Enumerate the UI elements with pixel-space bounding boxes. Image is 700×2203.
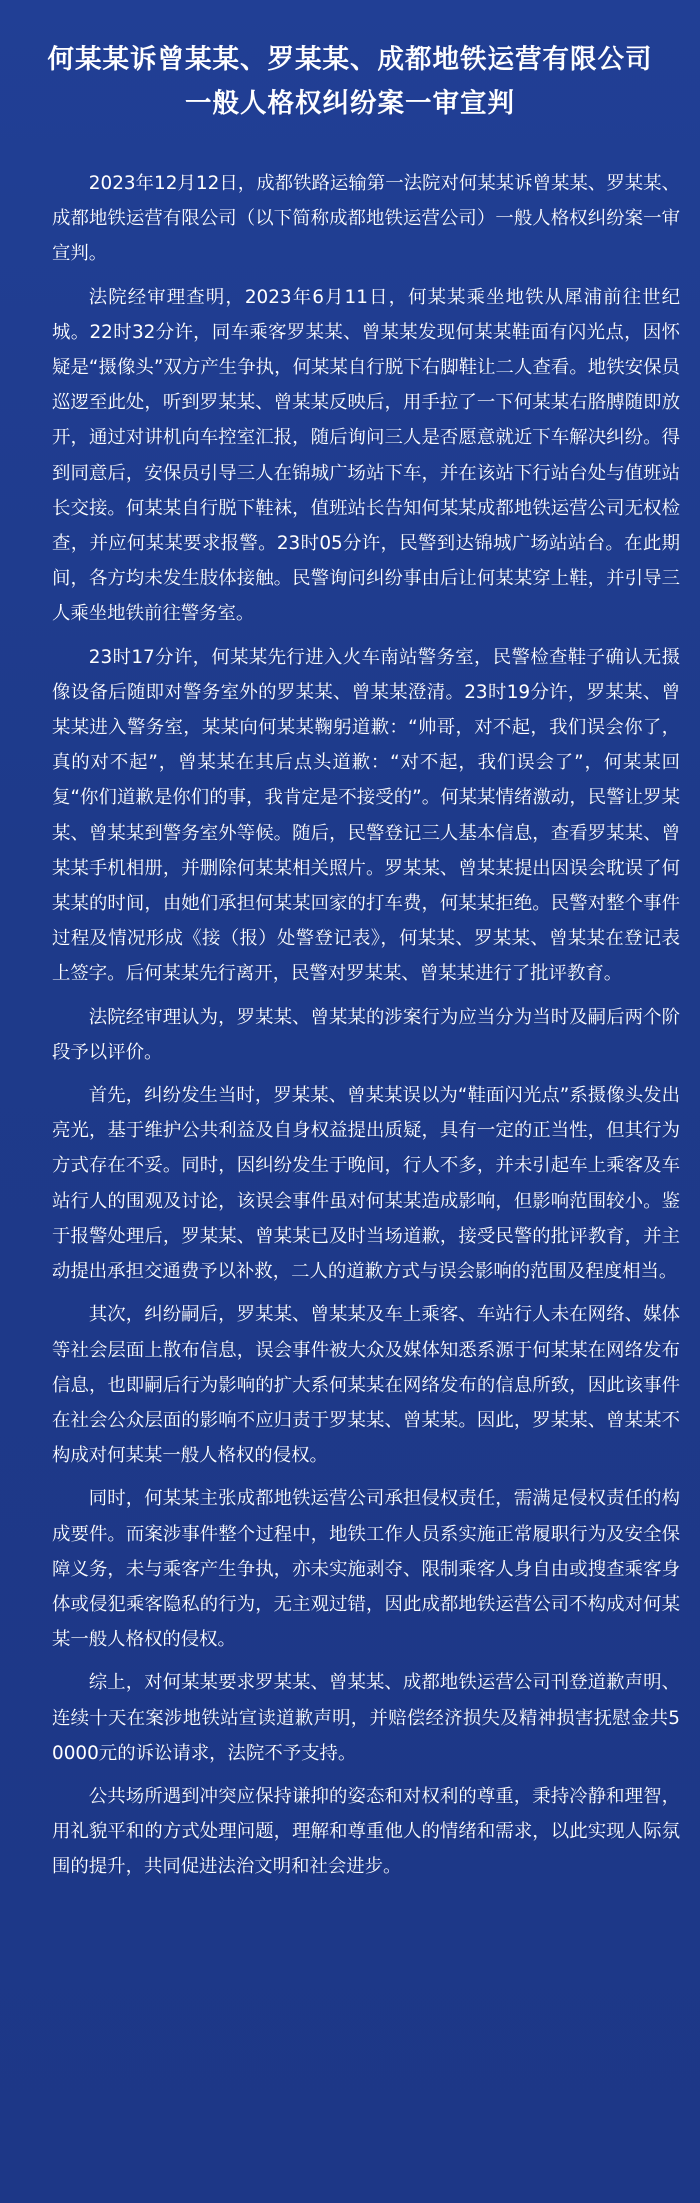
paragraph-facts-police-station: 23时17分许，何某某先行进入火车南站警务室，民警检查鞋子确认无摄像设备后随即对警务室外的罗某某、曾某某澄清。23时19分许，罗某某、曾某某进入警务室，某某向何某某鞠躬道歉：“帅哥，对不起，我们误会你了，真的对不起”，曾某某在其后点头道歉：“对不起，我们误会了”，何某某回复“你们道歉是你们的事，我肯定是不接受的”。何某某情绪激动，民警让罗某某、曾某某到警务室外等候。随后，民警登记三人基本信息，查看罗某某、曾某某手机相册，并删除何某某相关照片。罗某某、曾某某提出因误会耽误了何某某的时间，由她们承担何某某回家的打车费，何某某拒绝。民警对整个事件过程及情况形成《接（报）处警登记表》，何某某、罗某某、曾某某在登记表上签字。后何某某先行离开，民警对罗某某、曾某某进行了批评教育。: [52, 646, 680, 985]
paragraph-court-reasoning: 法院经审理认为，罗某某、曾某某的涉案行为应当分为当时及嗣后两个阶段予以评价。: [52, 1006, 680, 1063]
paragraph-closing-remark: 公共场所遇到冲突应保持谦抑的姿态和对权利的尊重，秉持冷静和理智，用礼貌平和的方式处理问题，理解和尊重他人的情绪和需求，以此实现人际氛围的提升，共同促进法治文明和社会进步。: [52, 1785, 680, 1878]
headline-line-2: 一般人格权纠纷案一审宣判: [185, 88, 515, 119]
headline-line-1: 何某某诉曾某某、罗某某、成都地铁运营有限公司: [47, 44, 653, 75]
article-body: [0, 166, 700, 1885]
paragraph-first-stage: 首先，纠纷发生当时，罗某某、曾某某误以为“鞋面闪光点”系摄像头发出亮光，基于维护公共利益及自身权益提出质疑，具有一定的正当性，但其行为方式存在不妥。同时，因纠纷发生于晚间，行人不多，并未引起车上乘客及车站行人的围观及讨论，该误会事件虽对何某某造成影响，但影响范围较小。鉴于报警处理后，罗某某、曾某某已及时当场道歉，接受民警的批评教育，并主动提出承担交通费予以补救，二人的道歉方式与误会影响的范围及程度相当。: [52, 1085, 680, 1283]
paragraph-facts-incident: 法院经审理查明，2023年6月11日，何某某乘坐地铁从犀浦前往世纪城。22时32分许，同车乘客罗某某、曾某某发现何某某鞋面有闪光点，因怀疑是“摄像头”双方产生争执，何某某自行脱下右脚鞋让二人查看。地铁安保员巡逻至此处，听到罗某某、曾某某反映后，用手拉了一下何某某右胳膊随即放开，通过对讲机向车控室汇报，随后询问三人是否愿意就近下车解决纠纷。得到同意后，安保员引导三人在锦城广场站下车，并在该站下行站台处与值班站长交接。何某某自行脱下鞋袜，值班站长告知何某某成都地铁运营公司无权检查，并应何某某要求报警。23时05分许，民警到达锦城广场站站台。在此期间，各方均未发生肢体接触。民警询问纠纷事由后让何某某穿上鞋，并引导三人乘坐地铁前往警务室。: [52, 286, 680, 625]
paragraph-second-stage: 其次，纠纷嗣后，罗某某、曾某某及车上乘客、车站行人未在网络、媒体等社会层面上散布信息，误会事件被大众及媒体知悉系源于何某某在网络发布信息，也即嗣后行为影响的扩大系何某某在网络发布的信息所致，因此该事件在社会公众层面的影响不应归责于罗某某、曾某某。因此，罗某某、曾某某不构成对何某某一般人格权的侵权。: [52, 1304, 680, 1467]
paragraph-metro-liability: 同时，何某某主张成都地铁运营公司承担侵权责任，需满足侵权责任的构成要件。而案涉事件整个过程中，地铁工作人员系实施正常履职行为及安全保障义务，未与乘客产生争执，亦未实施剥夺、限制乘客人身自由或搜查乘客身体或侵犯乘客隐私的行为，无主观过错，因此成都地铁运营公司不构成对何某某一般人格权的侵权。: [52, 1488, 680, 1651]
paragraph-announcement: 2023年12月12日，成都铁路运输第一法院对何某某诉曾某某、罗某某、成都地铁运营有限公司（以下简称成都地铁运营公司）一般人格权纠纷案一审宣判。: [52, 173, 680, 265]
headline: [0, 0, 700, 126]
paragraph-conclusion: 综上，对何某某要求罗某某、曾某某、成都地铁运营公司刊登道歉声明、连续十天在案涉地铁站宣读道歉声明，并赔偿经济损失及精神损害抚慰金共50000元的诉讼请求，法院不予支持。: [52, 1672, 680, 1764]
